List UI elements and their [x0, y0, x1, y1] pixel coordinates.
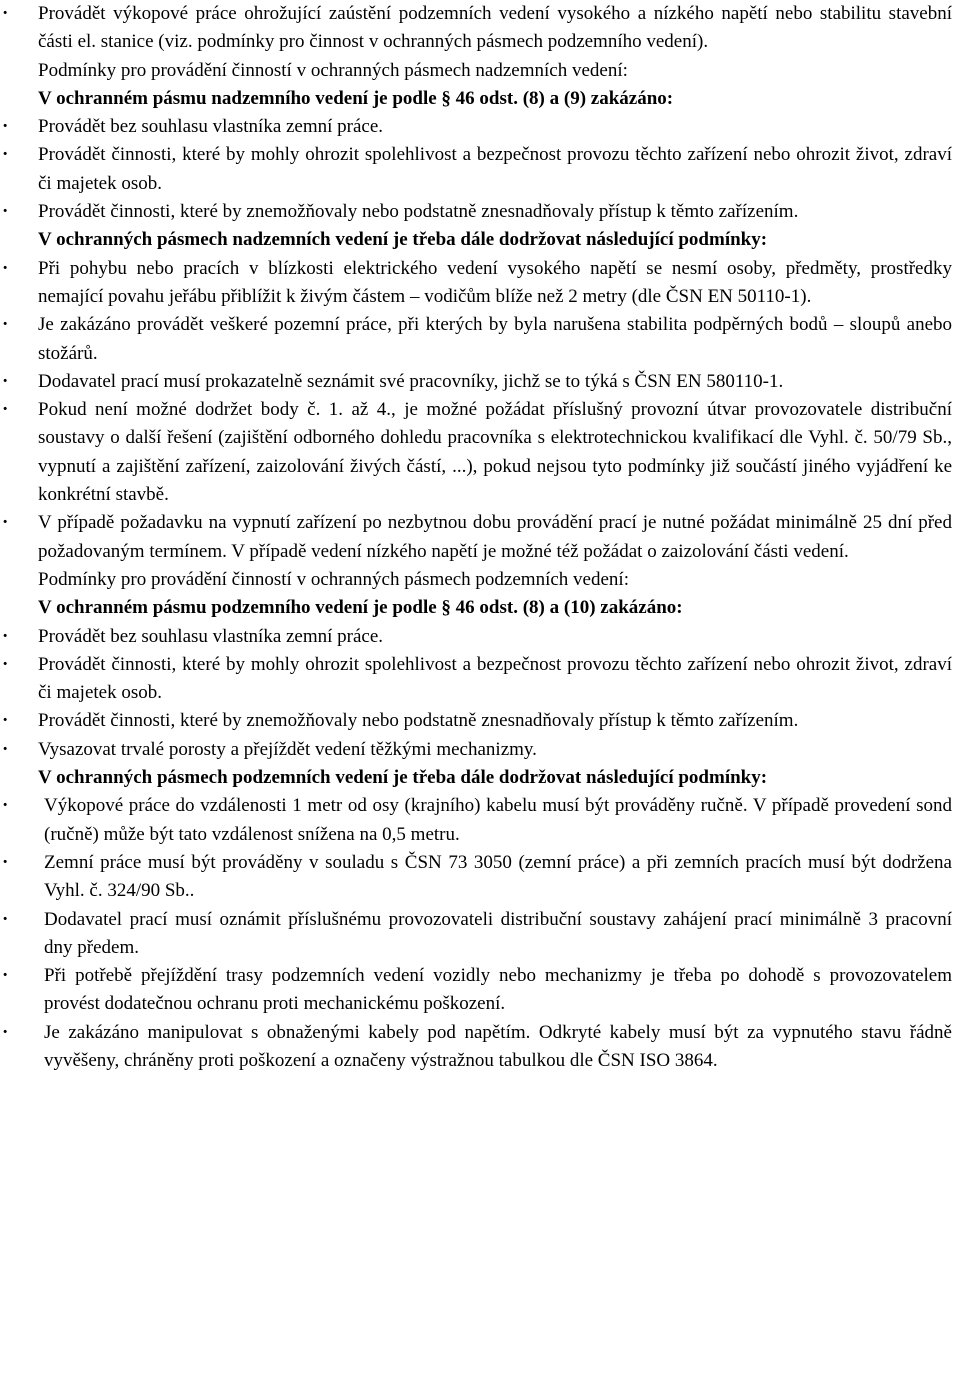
list-item-text: Provádět výkopové práce ohrožující zaústění podzemních vedení vysokého a nízkého napětí nebo stabilitu stavební části el. stanice (viz. podmínky pro činnost v ochranných pásmech podzemního vedení).: [38, 3, 952, 53]
list-item-text: Při pohybu nebo pracích v blízkosti elektrického vedení vysokého napětí se nesmí osoby, předměty, prostředky nemající povahu jeřábu přiblížit k živým částem – vodičům blíže než 2 metry (dle ČSN EN 50110-1).: [38, 257, 952, 307]
heading-bold-part: V ochranném pásmu nadzemního vedení je podle § 46 odst.: [38, 87, 518, 109]
list-item-text: Pokud není možné dodržet body č. 1. až 4., je možné požádat příslušný provozní útvar provozovatele distribuční soustavy o další řešení (zajištění odborného dohledu pracovníka s elektrotechnickou kvalifikací dle Vyhl. č. 50/79 Sb., vypnutí a zajištění zařízení, zaizolování živých částí, ...), pokud nejsou tyto podmínky již součástí jiného vyjádření ke konkrétní stavbě.: [38, 399, 952, 506]
list-item: [0, 0, 952, 57]
list-item-text: Je zakázáno manipulovat s obnaženými kabely pod napětím. Odkryté kabely musí být za vypnutého stavu řádně vyvěšeny, chráněny proti poškození a označeny výstražnou tabulkou dle ČSN ISO 3864.: [44, 1021, 952, 1071]
section-heading-text: [38, 85, 952, 113]
list-item: [0, 906, 952, 963]
bullet-marker: ·: [2, 851, 9, 873]
bullet-marker: ·: [2, 512, 9, 534]
section-heading: [0, 594, 952, 622]
list-item-text: Provádět činnosti, které by mohly ohrozit spolehlivost a bezpečnost provozu těchto zařízení nebo ohrozit život, zdraví či majetek osob.: [38, 653, 952, 704]
list-item: [0, 255, 952, 312]
list-item: [0, 707, 952, 735]
list-item: [0, 1019, 952, 1076]
bullet-marker: ·: [2, 257, 9, 279]
section-heading: [0, 85, 952, 113]
list-item: [0, 736, 952, 764]
section-heading: [0, 764, 952, 792]
list-item-text: Provádět bez souhlasu vlastníka zemní práce.: [38, 116, 384, 138]
bullet-marker: ·: [2, 370, 9, 392]
bullet-marker: ·: [2, 144, 9, 166]
list-item: [0, 792, 952, 849]
bullet-marker: ·: [2, 738, 9, 760]
list-item-text: Dodavatel prací musí oznámit příslušnému provozovateli distribuční soustavy zahájení prací minimálně 3 pracovní dny předem.: [44, 908, 952, 958]
bullet-marker: ·: [2, 653, 9, 675]
list-item: [0, 651, 952, 708]
section-heading-text: V ochranných pásmech nadzemních vedení je třeba dále dodržovat následující podmínky:: [38, 229, 768, 251]
section-intro-text: Podmínky pro provádění činností v ochranných pásmech nadzemních vedení:: [38, 59, 628, 81]
list-item: [0, 509, 952, 566]
list-item: [0, 198, 952, 226]
list-item: [0, 396, 952, 509]
bullet-marker: ·: [2, 1021, 9, 1043]
list-item: [0, 311, 952, 368]
section-intro: [0, 57, 952, 85]
bullet-marker: ·: [2, 314, 9, 336]
list-item-text: Provádět činnosti, které by mohly ohrozit spolehlivost a bezpečnost provozu těchto zařízení nebo ohrozit život, zdraví či majetek osob.: [38, 144, 952, 194]
list-item-text: Provádět bez souhlasu vlastníka zemní práce.: [38, 625, 384, 647]
list-item-text: Provádět činnosti, které by znemožňovaly nebo podstatně znesnadňovaly přístup k těmto zařízením.: [38, 710, 799, 732]
list-item: [0, 962, 952, 1019]
bullet-marker: ·: [2, 201, 9, 223]
list-item: [0, 113, 952, 141]
list-item-text: Při potřebě přejíždění trasy podzemních vedení vozidly nebo mechanizmy je třeba po dohodě s provozovatelem provést dodatečnou ochranu proti mechanickému poškození.: [44, 965, 952, 1015]
bullet-marker: ·: [2, 710, 9, 732]
list-item-text: Výkopové práce do vzdálenosti 1 metr od osy (krajního) kabelu musí být prováděny ručně. V případě provedení sond (ručně) může být tato vzdálenost snížena na 0,5 metru.: [44, 795, 952, 845]
list-item-text: Vysazovat trvalé porosty a přejíždět vedení těžkými mechanizmy.: [38, 738, 537, 760]
bullet-marker: ·: [2, 795, 9, 817]
section-heading-text: V ochranných pásmech podzemních vedení je třeba dále dodržovat následující podmínky:: [38, 767, 768, 789]
bullet-marker: ·: [2, 625, 9, 647]
list-item-text: Provádět činnosti, které by znemožňovaly nebo podstatně znesnadňovaly přístup k těmto zařízením.: [38, 201, 799, 223]
section-heading: [0, 226, 952, 254]
list-item-text: Je zakázáno provádět veškeré pozemní práce, při kterých by byla narušena stabilita podpěrných bodů – sloupů anebo stožárů.: [38, 314, 952, 364]
list-item: [0, 141, 952, 198]
bullet-marker: ·: [2, 908, 9, 930]
list-item-text: V případě požadavku na vypnutí zařízení po nezbytnou dobu provádění prací je nutné požádat minimálně 25 dní před požadovaným termínem. V případě vedení nízkého napětí je možné též požádat o zaizolování části vedení.: [38, 512, 952, 562]
section-heading-text: V ochranném pásmu podzemního vedení je podle § 46 odst. (8) a (10) zakázáno:: [38, 597, 683, 619]
section-intro: [0, 566, 952, 594]
bullet-marker: ·: [2, 399, 9, 421]
list-item-text: Zemní práce musí být prováděny v souladu s ČSN 73 3050 (zemní práce) a při zemních pracích musí být dodržena Vyhl. č. 324/90 Sb..: [44, 851, 952, 902]
heading-rest-part: (8) a (9) zakázáno:: [517, 87, 674, 109]
list-item: [0, 623, 952, 651]
bullet-marker: ·: [2, 965, 9, 987]
bullet-marker: ·: [2, 3, 9, 24]
list-item: [0, 368, 952, 396]
bullet-marker: ·: [2, 116, 9, 138]
list-item: [0, 849, 952, 906]
list-item-text: Dodavatel prací musí prokazatelně seznámit své pracovníky, jichž se to týká s ČSN EN 580110-1.: [38, 370, 784, 392]
section-intro-text: Podmínky pro provádění činností v ochranných pásmech podzemních vedení:: [38, 568, 629, 590]
